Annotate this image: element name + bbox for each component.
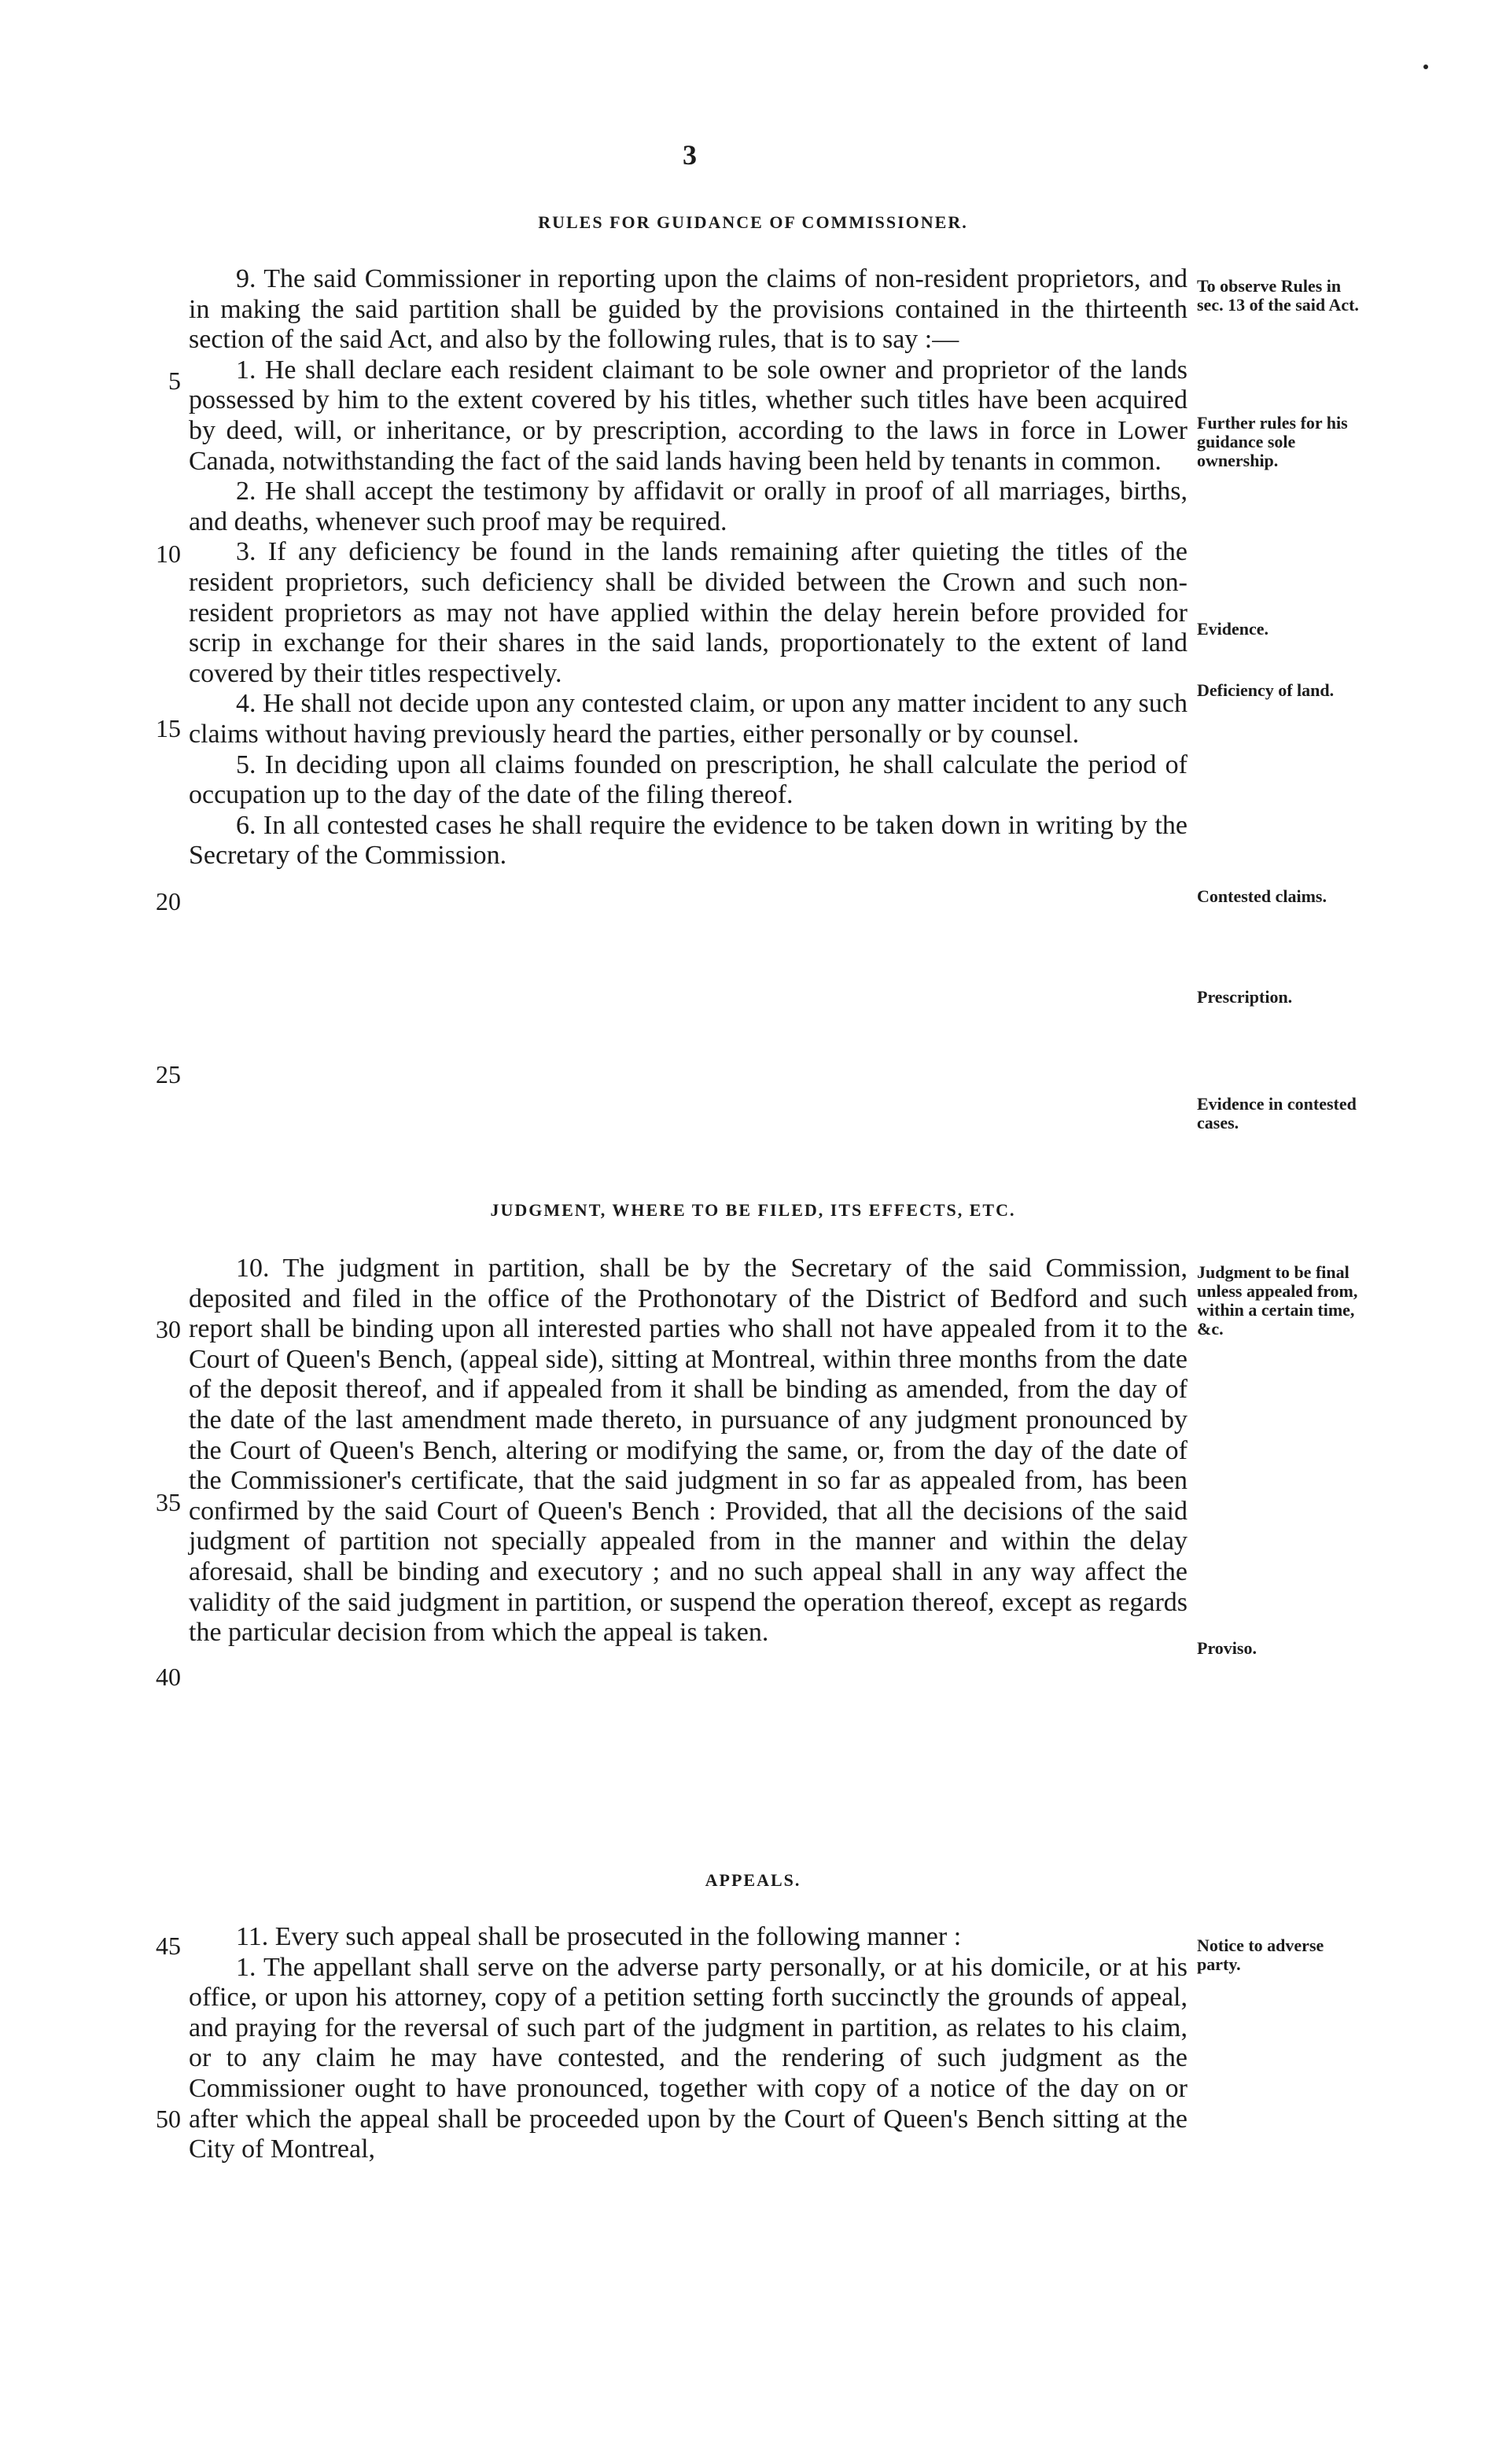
line-number: 15 [156, 714, 181, 742]
rule-4: 4. He shall not decide upon any contested claim, or upon any matter incident to any such claims without having previously heard the parties, either personally or by counsel. [189, 689, 1187, 749]
appeal-rule-1: 1. The appellant shall serve on the adverse party personally, or at his domicile, or at his office, or upon his attorney, copy of a petition setting forth succinctly the grounds of appeal, and praying for the reversal of such part of the judgment in partition, as relates to his claim, or to any claim he may have contested, and the rendering of such judgment as the Commissioner ought to have pronounced, together with copy of a notice of the day on or after which the appeal shall be proceeded upon by the Court of Queen's Bench sitting at the City of Montreal, [189, 1952, 1187, 2164]
line-number: 40 [156, 1663, 181, 1691]
line-number: 10 [156, 540, 181, 568]
line-number: 5 [168, 366, 181, 395]
margin-note: Prescription. [1197, 987, 1293, 1007]
margin-note: Notice to adverse party. [1197, 1935, 1324, 1974]
rule-2: 2. He shall accept the testimony by affidavit or orally in proof of all marriages, births, and deaths, whenever such proof may be required. [189, 477, 1187, 536]
judgment-body [189, 1254, 1187, 1648]
margin-note: Deficiency of land. [1197, 680, 1335, 700]
page-number: 3 [683, 139, 697, 171]
section-heading-rules: RULES FOR GUIDANCE OF COMMISSIONER. [538, 212, 968, 232]
appeals-body [189, 1922, 1187, 2165]
line-number: 50 [156, 2105, 181, 2133]
section-heading-judgment: JUDGMENT, WHERE TO BE FILED, ITS EFFECTS, ETC. [490, 1200, 1016, 1220]
stray-ink-dot [1423, 64, 1428, 69]
section-heading-appeals: APPEALS. [705, 1870, 801, 1890]
line-number: 25 [156, 1060, 181, 1088]
margin-note: Proviso. [1197, 1638, 1257, 1658]
margin-note: Further rules for his guidance sole ownership. [1197, 413, 1348, 470]
rule-5: 5. In deciding upon all claims founded on prescription, he shall calculate the period of occupation up to the day of the date of the filing thereof. [189, 750, 1187, 810]
paragraph-11: 11. Every such appeal shall be prosecuted in the following manner : [236, 1922, 962, 1951]
line-number: 45 [156, 1932, 181, 1960]
margin-note: Judgment to be final unless appealed from, within a certain time, &c. [1197, 1262, 1358, 1339]
line-number: 30 [156, 1315, 181, 1343]
margin-note: Contested claims. [1197, 886, 1327, 906]
margin-note: Evidence in contested cases. [1197, 1094, 1357, 1133]
margin-note: To observe Rules in sec. 13 of the said Act. [1197, 276, 1359, 315]
line-number: 20 [156, 887, 181, 915]
margin-note: Evidence. [1197, 619, 1269, 639]
rules-body [189, 264, 1187, 871]
paragraph-9: 9. The said Commissioner in reporting upon the claims of non-resident proprietors, and in making the said partition shall be guided by the provisions contained in the thirteenth section of the said Act, and also by the following rules, that is to say :— [189, 264, 1187, 355]
paragraph-10: 10. The judgment in partition, shall be by the Secretary of the said Commission, deposited and filed in the office of the Prothonotary of the District of Bedford and such report shall be binding upon all interested parties who shall not have appealed from it to the Court of Queen's Bench, (appeal side), sitting at Montreal, within three months from the date of the deposit thereof, and if appealed from it shall be binding as amended, from the day of the date of the last amendment made thereto, in pursuance of any judgment pronounced by the Court of Queen's Bench, altering or modifying the same, or, from the day of the date of the Commissioner's certificate, that the said judgment in so far as appealed from, has been confirmed by the said Court of Queen's Bench : Provided, that all the decisions of the said judgment of partition not specially appealed from in the manner and within the delay aforesaid, shall be binding and executory ; and no such appeal shall in any way affect the validity of the said judgment in partition, or suspend the operation thereof, except as regards the particular decision from which the appeal is taken. [189, 1254, 1187, 1648]
rule-3: 3. If any deficiency be found in the lands remaining after quieting the titles of the resident proprietors, such deficiency shall be divided between the Crown and such non-resident proprietors as may not have applied within the delay herein before provided for scrip in exchange for their shares in the said lands, proportionately to the extent of land covered by their titles respectively. [189, 537, 1187, 688]
rule-1: 1. He shall declare each resident claimant to be sole owner and proprietor of the lands possessed by him to the extent covered by his titles, whether such titles have been acquired by deed, will, or inheritance, or by prescription, according to the laws in force in Lower Canada, notwithstanding the fact of the said lands having been held by tenants in common. [189, 355, 1187, 476]
line-number: 35 [156, 1488, 181, 1516]
rule-6: 6. In all contested cases he shall require the evidence to be taken down in writing by the Secretary of the Commission. [189, 810, 1187, 871]
